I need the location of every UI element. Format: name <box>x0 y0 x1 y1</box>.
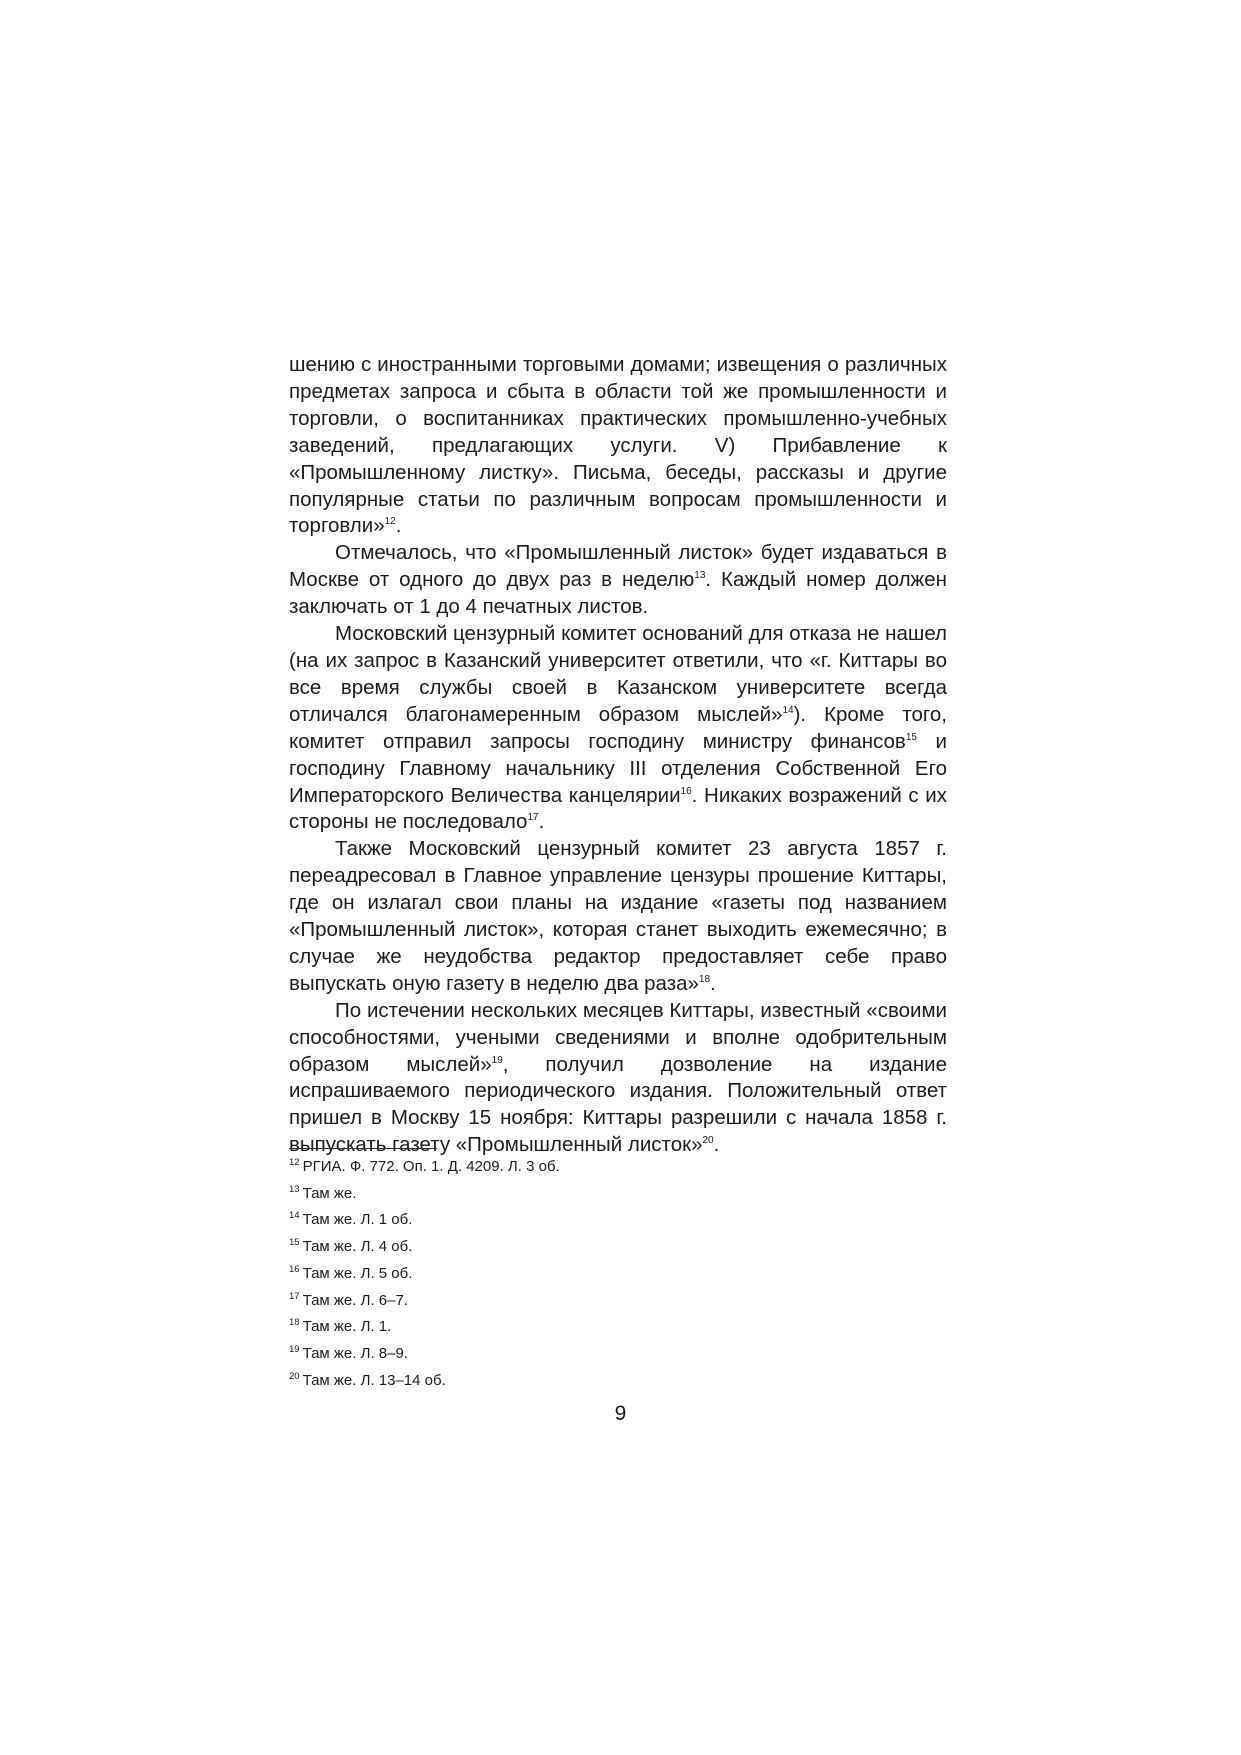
body-text <box>289 352 947 1159</box>
footnote-ref[interactable]: 19 <box>491 1054 503 1066</box>
footnote: $^{15}$ Там же. Л. 4 об. <box>289 1237 413 1256</box>
footnote: $^{13}$ Там же. <box>289 1183 357 1202</box>
footnote: $^{18}$ Там же. Л. 1. <box>289 1317 392 1336</box>
footnote-ref[interactable]: 17 <box>527 812 539 824</box>
paragraph: шению с иностранными торговыми домами; извещения о различных предметах запроса и сбыта в области той же промышленности и торговли, о воспитанниках практических промышленно-учебных заведений, предлагающих услуги. V) Прибавление к «Промышленному листку». Письма, беседы, рассказы и другие популярные статьи по различным вопросам промышленности и торговли»$^{12}$. <box>289 353 947 538</box>
footnote-ref[interactable]: 13 <box>694 570 706 582</box>
footnote-ref[interactable]: 16 <box>680 785 692 797</box>
footnote-ref[interactable]: 18 <box>698 973 711 985</box>
footnote-divider <box>289 1148 437 1149</box>
footnotes <box>289 1154 947 1394</box>
footnote: $^{16}$ Там же. Л. 5 об. <box>289 1263 413 1282</box>
footnote: $^{17}$ Там же. Л. 6–7. <box>289 1290 408 1309</box>
paragraph: Московский цензурный комитет оснований для отказа не нашел (на их запрос в Казанский университет ответили, что «г. Киттары во все время службы своей в Казанском университете всегда отличался благонамеренным образом мыслей»$^{14}$). Кроме того, комитет отправил запросы господину министру финансов$^{15}$ и господину Главному начальнику III отделения Собственной Его Императорского Величества канцелярии$^{16}$. Никаких возражений с их стороны не последовало$^{17}$. <box>289 622 948 834</box>
footnote-ref[interactable]: 12 <box>384 516 396 528</box>
paragraph: Отмечалось, что «Промышленный листок» будет издаваться в Москве от одного до двух раз в неделю$^{13}$. Каждый номер должен заключать от 1 до 4 печатных листов. <box>289 541 947 619</box>
page-number: 9 <box>614 1402 627 1425</box>
footnote-ref[interactable]: 14 <box>782 704 794 716</box>
footnote: $^{14}$ Там же. Л. 1 об. <box>289 1210 413 1229</box>
footnote: $^{20}$ Там же. Л. 13–14 об. <box>289 1370 446 1389</box>
paragraph: Также Московский цензурный комитет 23 августа 1857 г. переадресовал в Главное управление цензуры прошение Киттары, где он излагал свои планы на издание «газеты под названием «Промышленный листок», которая станет выходить ежемесячно; в случае же неудобства редактор предоставляет себе право выпускать оную газету в неделю два раза»$^{18}$. <box>289 837 947 995</box>
footnote-ref[interactable]: 20 <box>702 1135 714 1147</box>
footnote: $^{19}$ Там же. Л. 8–9. <box>289 1343 408 1362</box>
footnote: $^{12}$ РГИА. Ф. 772. Оп. 1. Д. 4209. Л. 3 об. <box>289 1157 560 1175</box>
paragraph: По истечении нескольких месяцев Киттары, известный «своими способностями, учеными сведениями и вполне одобрительным образом мыслей»$^{19}$, получил дозволение на издание испрашиваемого периодического издания. Положительный ответ пришел в Москву 15 ноября: Киттары разрешили с начала 1858 г. выпускать газету «Промышленный листок»$^{20}$. <box>289 998 947 1157</box>
footnote-ref[interactable]: 15 <box>905 731 917 743</box>
